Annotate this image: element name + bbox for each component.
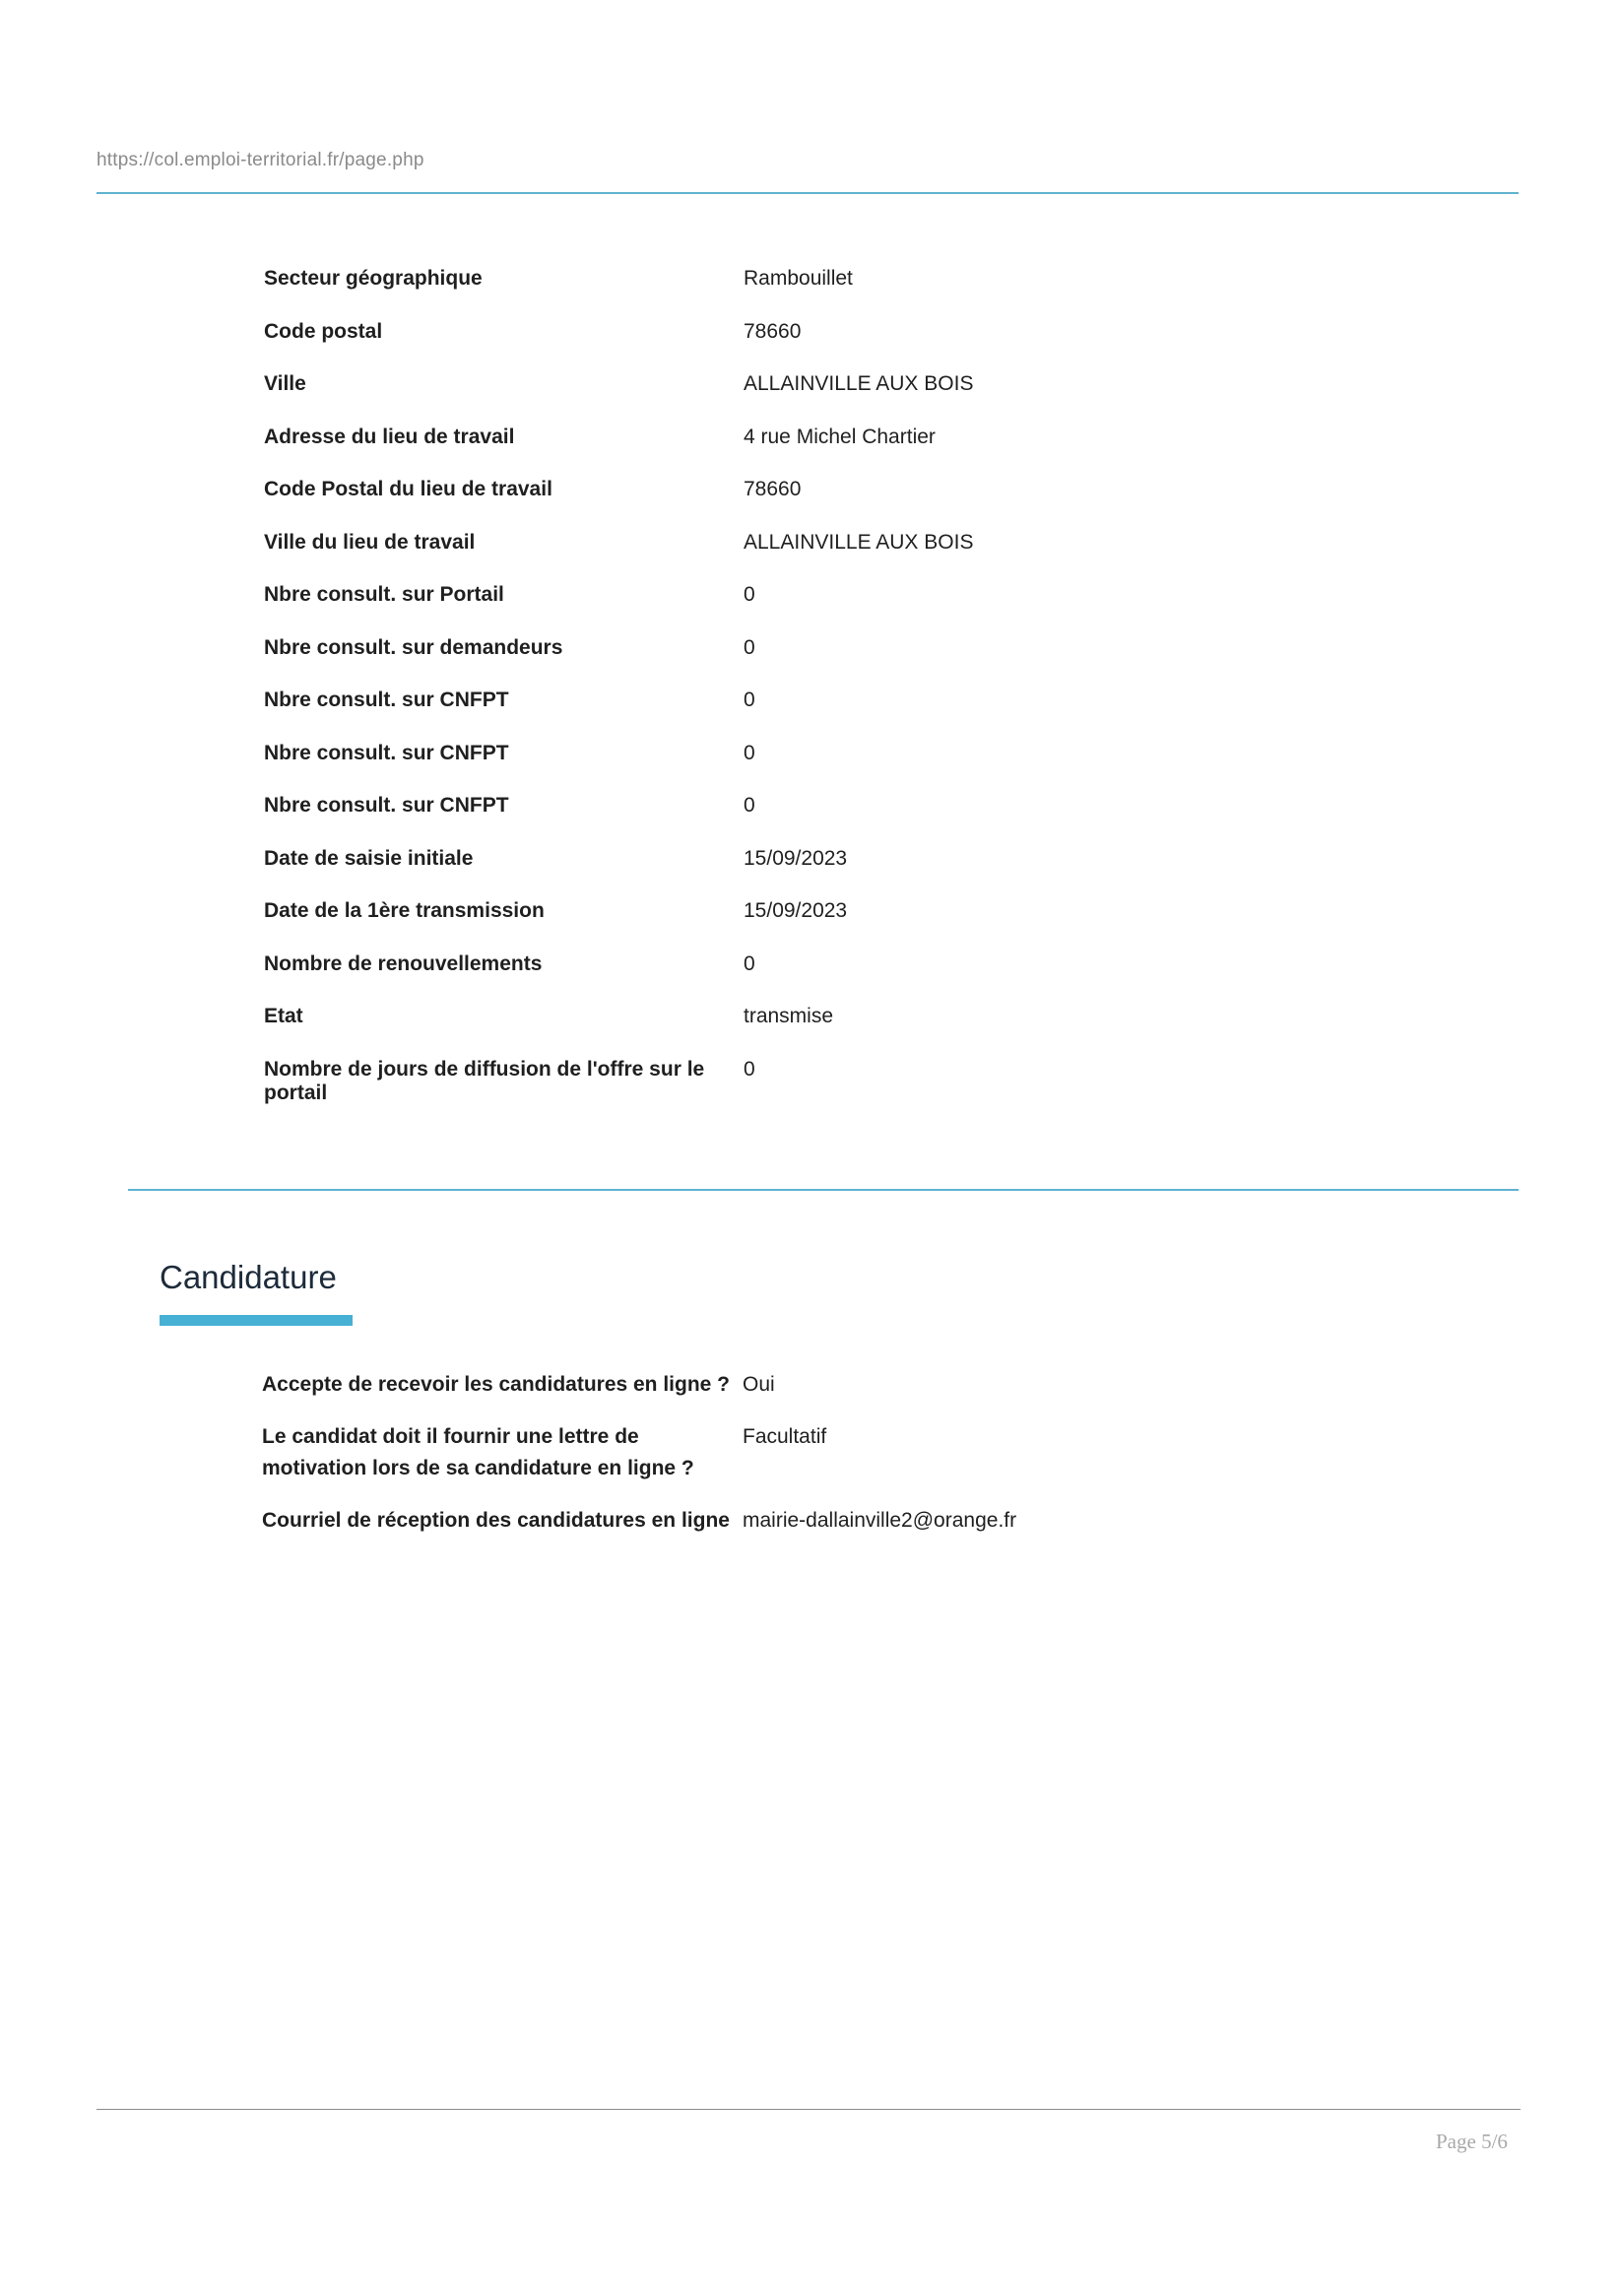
detail-label: Nombre de renouvellements [264, 951, 543, 975]
offer-details [264, 267, 1249, 1110]
detail-value: 78660 [744, 478, 802, 500]
candidature-label: Courriel de réception des candidatures en ligne [262, 1509, 730, 1532]
detail-row [264, 794, 1249, 847]
detail-row [264, 267, 1249, 320]
candidature-row [262, 1505, 1345, 1537]
detail-value: Rambouillet [744, 267, 853, 290]
candidature-row [262, 1421, 1345, 1484]
detail-value: 15/09/2023 [744, 899, 848, 922]
candidature-value: Oui [743, 1373, 775, 1396]
page-number: Page 5/6 [1436, 2130, 1508, 2153]
detail-row [264, 952, 1249, 1006]
detail-value: 78660 [744, 319, 802, 343]
detail-row [264, 636, 1249, 689]
detail-row [264, 372, 1249, 426]
candidature-details [262, 1369, 1345, 1557]
detail-value: 0 [744, 741, 755, 764]
detail-label: Nbre consult. sur CNFPT [264, 741, 509, 764]
section-title-underline [160, 1315, 353, 1326]
detail-label: Etat [264, 1005, 303, 1027]
detail-label: Code postal [264, 319, 383, 343]
detail-label: Nbre consult. sur Portail [264, 583, 504, 606]
candidature-email: mairie-dallainville2@orange.fr [743, 1509, 1017, 1532]
detail-label: Secteur géographique [264, 267, 483, 290]
detail-label: Adresse du lieu de travail [264, 425, 515, 448]
detail-value: 0 [744, 635, 755, 659]
detail-row [264, 426, 1249, 479]
detail-row [264, 478, 1249, 531]
detail-value: ALLAINVILLE AUX BOIS [744, 372, 974, 395]
detail-value: 0 [744, 583, 755, 606]
detail-value: 0 [744, 689, 755, 711]
detail-label: Nbre consult. sur demandeurs [264, 635, 563, 659]
detail-row [264, 689, 1249, 742]
candidature-value: Facultatif [743, 1425, 827, 1448]
section-title: Candidature [160, 1259, 337, 1295]
detail-value: 0 [744, 1057, 755, 1081]
detail-value: 0 [744, 794, 755, 817]
detail-value: 15/09/2023 [744, 846, 848, 870]
detail-row [264, 742, 1249, 795]
candidature-row [262, 1369, 1345, 1401]
detail-label: Nbre consult. sur CNFPT [264, 794, 509, 817]
detail-row [264, 899, 1249, 952]
detail-label: Ville [264, 372, 306, 395]
detail-label: Date de saisie initiale [264, 846, 474, 870]
detail-row [264, 531, 1249, 584]
detail-label: Ville du lieu de travail [264, 530, 476, 554]
detail-row [264, 320, 1249, 373]
detail-value: ALLAINVILLE AUX BOIS [744, 530, 974, 554]
detail-label: Nombre de jours de diffusion de l'offre sur le portail [264, 1057, 705, 1104]
detail-row [264, 847, 1249, 900]
detail-row [264, 1005, 1249, 1058]
detail-value: 0 [744, 951, 755, 975]
candidature-label: Accepte de recevoir les candidatures en ligne ? [262, 1373, 731, 1396]
footer-divider [97, 2109, 1521, 2110]
detail-value: transmise [744, 1005, 834, 1027]
detail-label: Nbre consult. sur CNFPT [264, 689, 509, 711]
header-divider [97, 192, 1519, 194]
section-divider [128, 1189, 1519, 1191]
detail-row [264, 583, 1249, 636]
detail-row [264, 1058, 1249, 1111]
candidature-label: Le candidat doit il fournir une lettre de motivation lors de sa candidature en ligne ? [262, 1425, 694, 1479]
page-url: https://col.emploi-territorial.fr/page.php [97, 150, 424, 170]
detail-label: Date de la 1ère transmission [264, 899, 545, 922]
detail-label: Code Postal du lieu de travail [264, 478, 552, 500]
detail-value: 4 rue Michel Chartier [744, 425, 936, 448]
